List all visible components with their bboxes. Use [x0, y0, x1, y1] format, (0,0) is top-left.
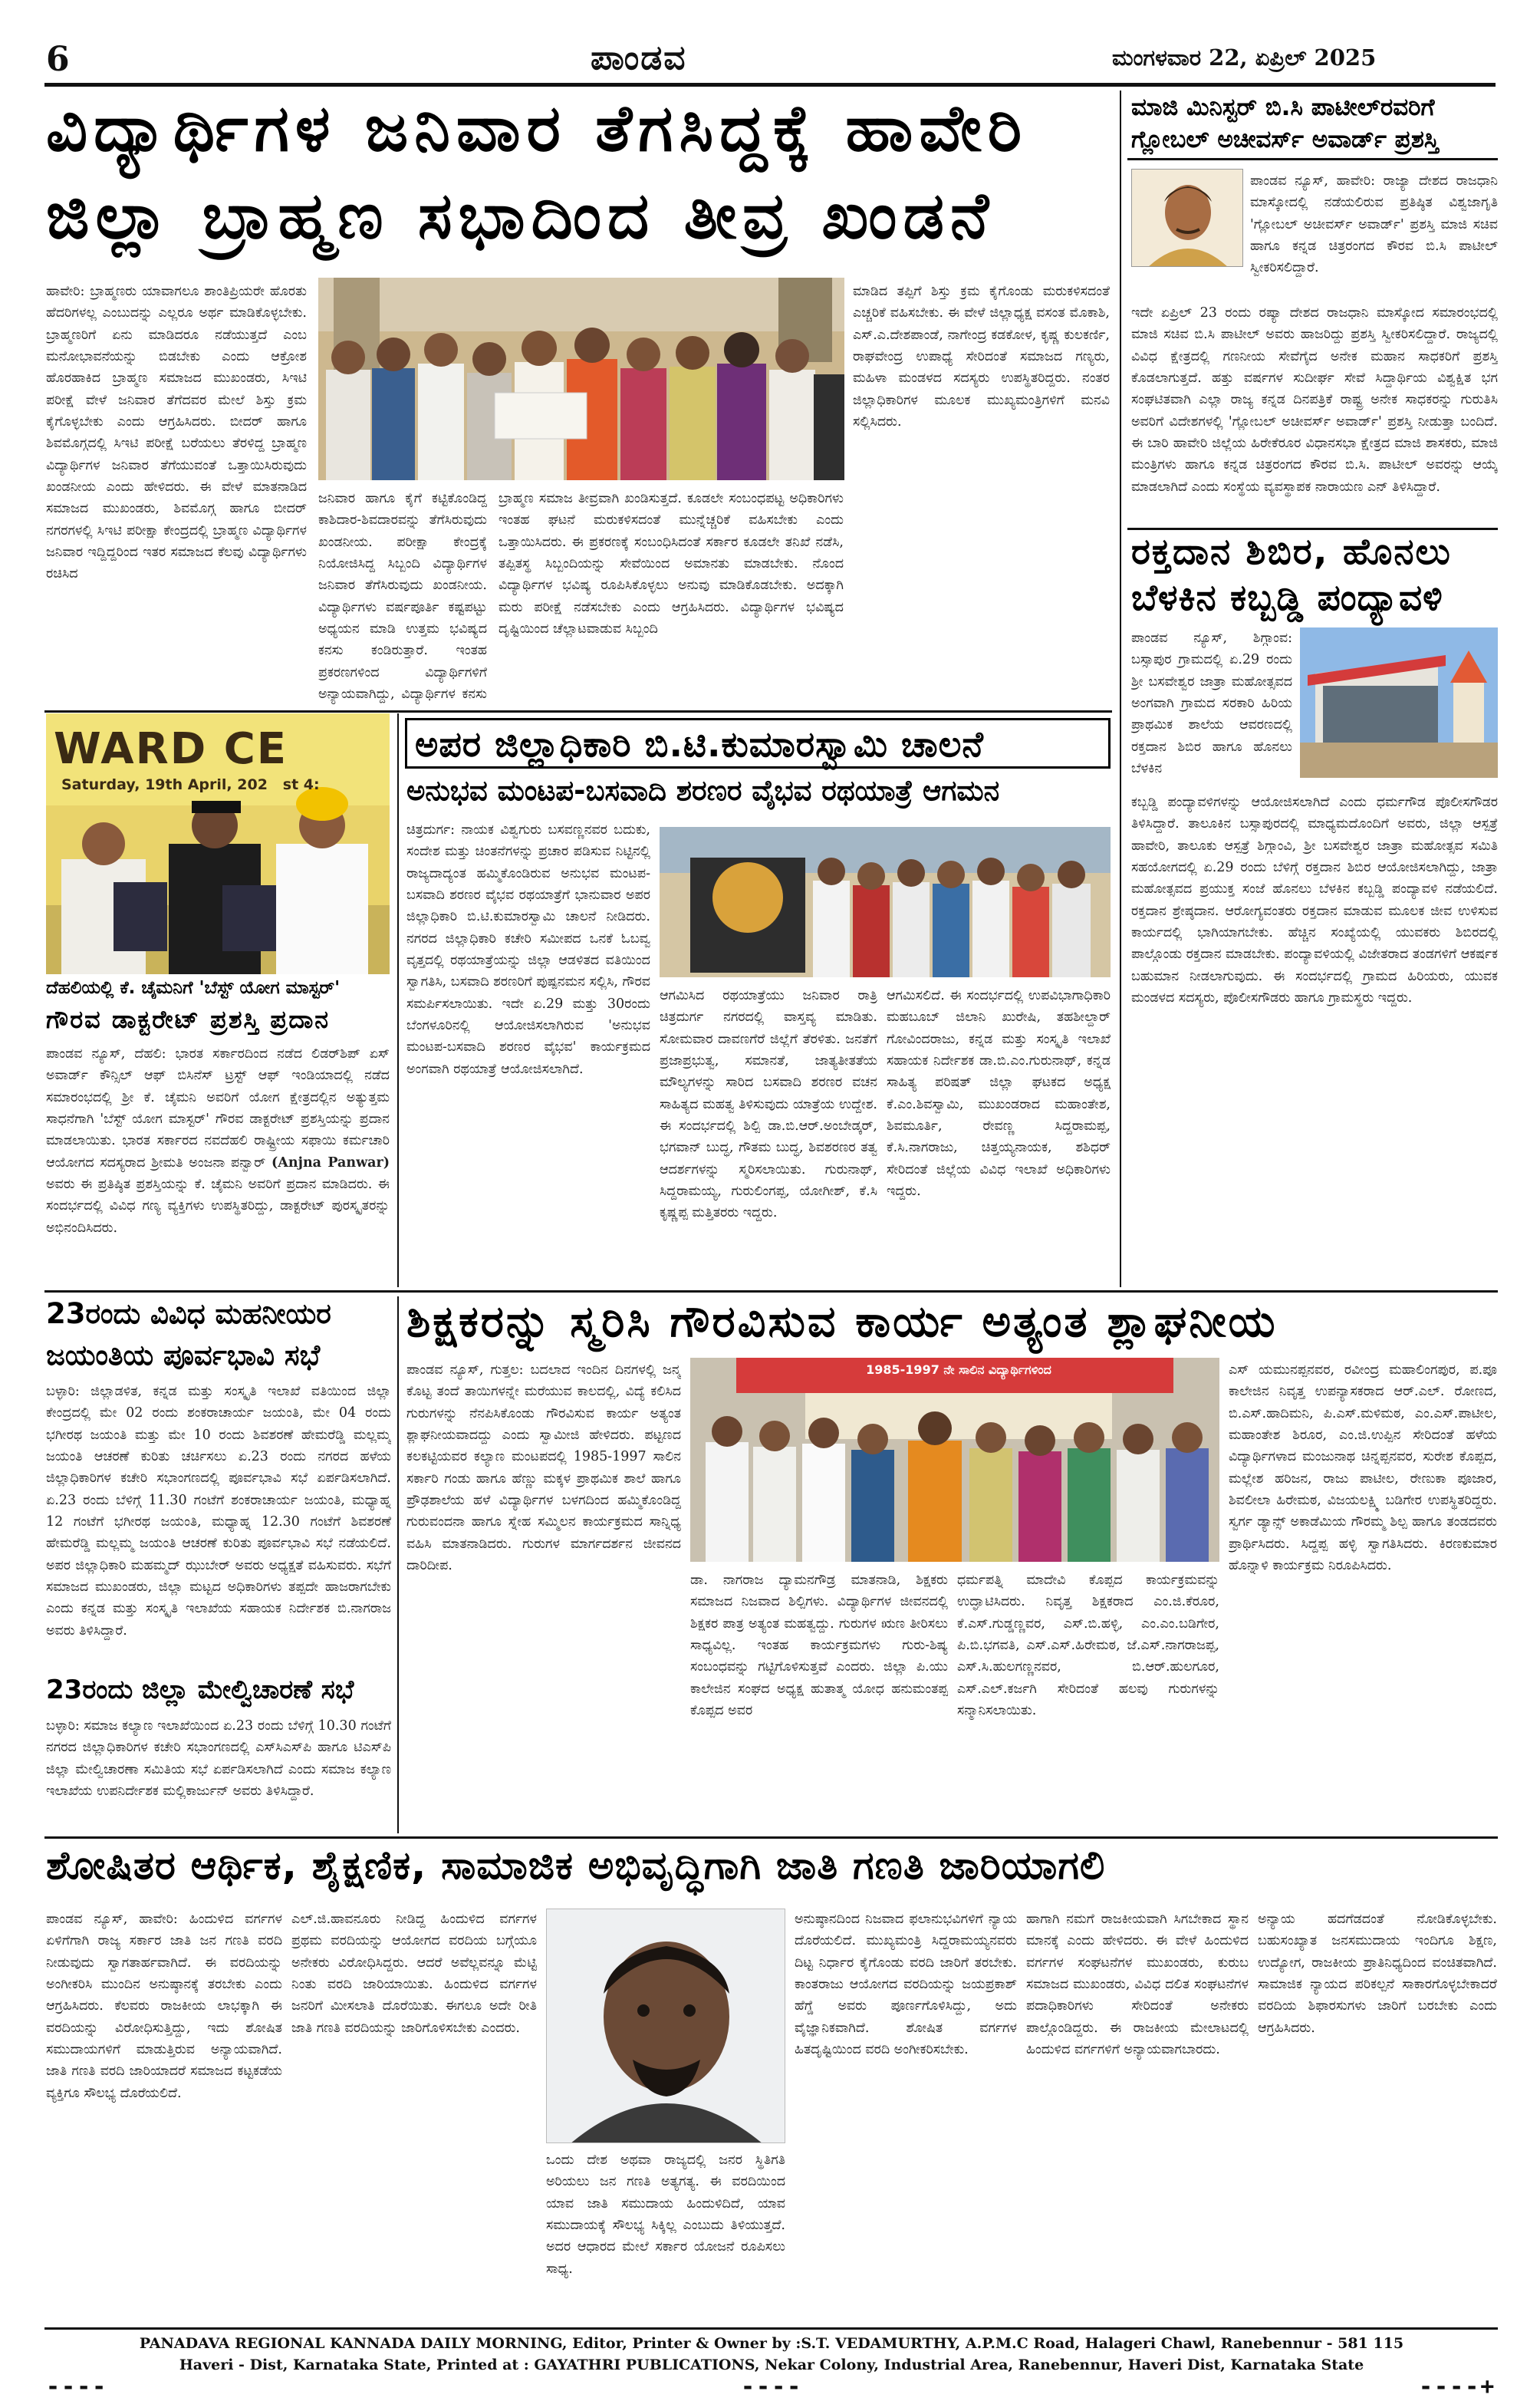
- census-col-2: ಎಲ್.ಜಿ.ಹಾವನೂರು ನೀಡಿದ್ದ ಹಿಂದುಳಿದ ವರ್ಗಗಳ ಪ್ರಥಮ ವರದಿಯನ್ನು ಆಯೋಗದ ವರದಿಯ ಬಗ್ಗೆಯೂ ಅನೇಕರು ವಿರೋಧಿಸಿದ್ದರು. ಆದರೆ ಅವೆಲ್ಲವನ್ನೂ ಮೆಟ್ಟಿ ನಿಂತು ವರದಿ ಜಾರಿಯಾಯಿತು. ಹಿಂದುಳಿದ ವರ್ಗಗಳ ಜನರಿಗೆ ಮೀಸಲಾತಿ ದೊರೆಯಿತು. ಈಗಲೂ ಅದೇ ರೀತಿ ಜಾತಿ ಗಣತಿ ವರದಿಯನ್ನು ಜಾರಿಗೊಳಿಸಬೇಕು ಎಂದರು.: [291, 1912, 537, 2036]
- patil-intro: ಪಾಂಡವ ನ್ಯೂಸ್, ಹಾವೇರಿ: ರಾಜ್ಯಾ ದೇಶದ ರಾಜಧಾನಿ ಮಾಸ್ಕೋದಲ್ಲಿ ನಡೆಯಲಿರುವ ಪ್ರತಿಷ್ಠಿತ ವಿಶ್ವಜಾಗೃತಿ 'ಗ್ಲೋಬಲ್ ಅಚೀವರ್ಸ್ ಅವಾರ್ಡ್' ಪ್ರಶಸ್ತಿ ಮಾಜಿ ಸಚಿವ ಹಾಗೂ ಕನ್ನಡ ಚಿತ್ರರಂಗದ ಕೌರವ ಬಿ.ಸಿ ಪಾಟೀಲ್ ಸ್ವೀಕರಿಸಲಿದ್ದಾರೆ.: [1250, 173, 1498, 276]
- lead-photo: [318, 278, 844, 480]
- doctorate-divider: [397, 713, 399, 1287]
- collector-headline-box: [405, 718, 1111, 769]
- census-portrait: [546, 1909, 785, 2143]
- census-col-4: ಅನುಷ್ಠಾನದಿಂದ ನಿಜವಾದ ಫಲಾನುಭವಿಗಳಿಗೆ ನ್ಯಾಯ ದೊರೆಯಲಿದೆ. ಮುಖ್ಯಮಂತ್ರಿ ಸಿದ್ದರಾಮಯ್ಯನವರು ದಿಟ್ಟ ನಿರ್ಧಾರ ಕೈಗೊಂಡು ವರದಿ ಜಾರಿಗೆ ತರಬೇಕು. ಕಾಂತರಾಜು ಆಯೋಗದ ವರದಿಯನ್ನು ಜಯಪ್ರಕಾಶ್ ಹೆಗ್ಡೆ ಅವರು ಪೂರ್ಣಗೊಳಿಸಿದ್ದು, ಅದು ವೈಜ್ಞಾನಿಕವಾಗಿದೆ. ಶೋಷಿತ ವರ್ಗಗಳ ಹಿತದೃಷ್ಟಿಯಿಂದ ವರದಿ ಅಂಗೀಕರಿಸಬೇಕು.: [795, 1912, 1017, 2058]
- blood-top-rule: [1127, 528, 1498, 530]
- teachers-col-4: ಎಸ್ ಯಮುನಪ್ಪನವರ, ರವೀಂದ್ರ ಮಹಾಲಿಂಗಪುರ, ಪ.ಪೂ ಕಾಲೇಜಿನ ನಿವೃತ್ತ ಉಪನ್ಯಾಸಕರಾದ ಆರ್.ಎಲ್. ರೋಣದ, ಬಿ.ಎಸ್.ಹಾದಿಮನಿ, ಪಿ.ಎಸ್.ಮಳಿಮಠ, ಎಂ.ಎಸ್.ಪಾಟೀಲ, ಮಹಾಂತೇಶ ಶಿರೂರ, ಎಂ.ಜಿ.ಉಪ್ಪಿನ ಸೇರಿದಂತೆ ಹಳೆಯ ವಿದ್ಯಾರ್ಥಿಗಳಾದ ಮಂಜುನಾಥ ಚಿನ್ನಪ್ಪನವರ, ಸುರೇಶ ಕೊಪ್ಪದ, ಮಲ್ಲೇಶ ಹರಿಜನ, ರಾಜು ಪಾಟೀಲ, ರೇಣುಕಾ ಪೂಜಾರ, ಶಿವಲೀಲಾ ಹಿರೇಮಠ, ವಿಜಯಲಕ್ಷ್ಮಿ ಬಡಿಗೇರ ಉಪಸ್ಥಿತರಿದ್ದರು. ಸ್ವರ್ಗ ಡ್ಯಾನ್ಸ್ ಅಕಾಡೆಮಿಯ ಗೌರಮ್ಮ ಶಿಲ್ಪ ಹಾಗೂ ತಂಡದವರು ಪ್ರಾರ್ಥಿಸಿದರು. ಸಿದ್ದಪ್ಪ ಹಳ್ಳಿ ಸ್ವಾಗತಿಸಿದರು. ಕಿರಣಕುಮಾರ ಹೊನ್ನಾಳಿ ಕಾರ್ಯಕ್ರಮ ನಿರೂಪಿಸಿದರು.: [1229, 1362, 1497, 1574]
- collector-col-1: ಚಿತ್ರದುರ್ಗ: ನಾಯಕ ವಿಶ್ವಗುರು ಬಸವಣ್ಣನವರ ಬದುಕು, ಸಂದೇಶ ಮತ್ತು ಚಿಂತನೆಗಳನ್ನು ಪ್ರಚಾರ ಪಡಿಸುವ ನಿಟ್ಟಿನಲ್ಲಿ ರಾಜ್ಯದಾದ್ಯಂತ ಹಮ್ಮಿಕೊಂಡಿರುವ ಅನುಭವ ಮಂಟಪ-ಬಸವಾದಿ ಶರಣರ ವೈಭವ ರಥಯಾತ್ರೆಗೆ ಭಾನುವಾರ ಅಪರ ಜಿಲ್ಲಾಧಿಕಾರಿ ಬಿ.ಟಿ.ಕುಮಾರಸ್ವಾಮಿ ಚಾಲನೆ ನೀಡಿದರು. ನಗರದ ಜಿಲ್ಲಾಧಿಕಾರಿ ಕಚೇರಿ ಸಮೀಪದ ಒನಕೆ ಓಬವ್ವ ವೃತ್ತದಲ್ಲಿ ರಥಯಾತ್ರೆಯನ್ನು ಜಿಲ್ಲಾ ಆಡಳಿತದ ವತಿಯಿಂದ ಸ್ವಾಗತಿಸಿ, ಬಸವಾದಿ ಶರಣರಿಗೆ ಪುಷ್ಪನಮನ ಸಲ್ಲಿಸಿ, ಗೌರವ ಸಮರ್ಪಿಸಲಾಯಿತು. ಇದೇ ಏ.29 ಮತ್ತು 30ರಂದು ಬೆಂಗಳೂರಿನಲ್ಲಿ ಆಯೋಜಿಸಲಾಗಿರುವ 'ಅನುಭವ ಮಂಟಪ-ಬಸವಾದಿ ಶರಣರ ವೈಭವ' ಕಾರ್ಯಕ್ರಮದ ಅಂಗವಾಗಿ ರಥಯಾತ್ರೆ ಆಯೋಜಿಸಲಾಗಿದೆ.: [406, 822, 650, 1077]
- census-headline: ಶೋಷಿತರ ಆರ್ಥಿಕ, ಶೈಕ್ಷಣಿಕ, ಸಾಮಾಜಿಕ ಅಭಿವೃದ್ಧಿಗಾಗಿ ಜಾತಿ ಗಣತಿ ಜಾರಿಯಾಗಲಿ: [46, 1843, 1106, 1889]
- footer-mark-right: ----+: [1419, 2373, 1496, 2400]
- lower-left-divider: [397, 1296, 399, 1833]
- teachers-col-3: ಧರ್ಮಪತ್ನಿ ಮಾದೇವಿ ಕೊಪ್ಪದ ಕಾರ್ಯಕ್ರಮವನ್ನು ಉದ್ಘಾಟಿಸಿದರು. ನಿವೃತ್ತ ಶಿಕ್ಷಕರಾದ ಎಂ.ಜಿ.ಕೆರೂರ, ಕೆ.ಎಸ್.ಗುಡ್ಡಣ್ಣವರ, ಎಸ್.ಬಿ.ಹಳ್ಳಿ, ಎಂ.ಎಂ.ಬಡಿಗೇರ, ಪಿ.ಬಿ.ಭಗವತಿ, ಎಸ್.ಎಸ್.ಹಿರೇಮಠ, ಜೆ.ಎಸ್.ನಾಗರಾಜಪ್ಪ, ಎಸ್.ಸಿ.ಹುಲಗಣ್ಣನವರ, ಬಿ.ಆರ್.ಹುಲಗೂರ, ಎಸ್.ಎಲ್.ಕರ್ಜಗಿ ಸೇರಿದಂತೆ ಹಲವು ಗುರುಗಳನ್ನು ಸನ್ಮಾನಿಸಲಾಯಿತು.: [957, 1573, 1219, 1719]
- teachers-photo: [690, 1358, 1219, 1562]
- collector-headline: ಅಪರ ಜಿಲ್ಲಾಧಿಕಾರಿ ಬಿ.ಟಿ.ಕುಮಾರಸ್ವಾಮಿ ಚಾಲನೆ: [415, 723, 984, 765]
- masthead: ಪಾಂಡವ: [591, 38, 687, 77]
- group-photo-illustration: [318, 278, 844, 480]
- blood-headline-line2: ಬೆಳಕಿನ ಕಬ್ಬಡ್ಡಿ ಪಂದ್ಯಾವಳಿ: [1131, 577, 1443, 619]
- blood-photo: [1300, 627, 1498, 778]
- census-col-3: ಒಂದು ದೇಶ ಅಥವಾ ರಾಜ್ಯದಲ್ಲಿ ಜನರ ಸ್ಥಿತಿಗತಿ ಅರಿಯಲು ಜನ ಗಣತಿ ಅತ್ಯಗತ್ಯ. ಈ ವರದಿಯಿಂದ ಯಾವ ಜಾತಿ ಸಮುದಾಯ ಹಿಂದುಳಿದಿದೆ, ಯಾವ ಸಮುದಾಯಕ್ಕೆ ಸೌಲಭ್ಯ ಸಿಕ್ಕಿಲ್ಲ ಎಂಬುದು ತಿಳಿಯುತ್ತದೆ. ಅದರ ಆಧಾರದ ಮೇಲೆ ಸರ್ಕಾರ ಯೋಜನೆ ರೂಪಿಸಲು ಸಾಧ್ಯ.: [546, 2152, 785, 2277]
- blood-intro: ಪಾಂಡವ ನ್ಯೂಸ್, ಶಿಗ್ಗಾಂವ: ಬಸ್ಸಾಪುರ ಗ್ರಾಮದಲ್ಲಿ ಏ.29 ರಂದು ಶ್ರೀ ಬಸವೇಶ್ವರ ಜಾತ್ರಾ ಮಹೋತ್ಸವದ ಅಂಗವಾಗಿ ಗ್ರಾಮದ ಸರಕಾರಿ ಹಿರಿಯ ಪ್ರಾಥಮಿಕ ಶಾಲೆಯ ಆವರಣದಲ್ಲಿ ರಕ್ತದಾನ ಶಿಬಿರ ಹಾಗೂ ಹೊನಲು ಬೆಳಕಿನ: [1131, 631, 1292, 777]
- page-number: 6: [46, 40, 70, 79]
- lokadalat-headline: 23ರಂದು ಜಿಲ್ಲಾ ಮೇಲ್ವಿಚಾರಣೆ ಸಭೆ: [46, 1675, 354, 1705]
- lower-rule: [44, 1836, 1498, 1839]
- doctorate-name-en: (Anjna Panwar): [271, 1154, 390, 1171]
- census-col-5: ಹಾಗಾಗಿ ನಮಗೆ ರಾಜಕೀಯವಾಗಿ ಸಿಗಬೇಕಾದ ಸ್ಥಾನ ಮಾನಕ್ಕೆ ಎಂದು ಹೇಳಿದರು. ಈ ವೇಳೆ ಹಿಂದುಳಿದ ವರ್ಗಗಳ ಸಂಘಟನೆಗಳ ಮುಖಂಡರು, ಕುರುಬ ಸಮಾಜದ ಮುಖಂಡರು, ವಿವಿಧ ದಲಿತ ಸಂಘಟನೆಗಳ ಪದಾಧಿಕಾರಿಗಳು ಸೇರಿದಂತೆ ಅನೇಕರು ಪಾಲ್ಗೊಂಡಿದ್ದರು. ಈ ರಾಜಕೀಯ ಮೇಲಾಟದಲ್ಲಿ ಹಿಂದುಳಿದ ವರ್ಗಗಳಿಗೆ ಅನ್ಯಾಯವಾಗಬಾರದು.: [1026, 1912, 1249, 2058]
- teachers-photo-banner: 1985-1997 ನೇ ಸಾಲಿನ ವಿದ್ಯಾರ್ಥಿಗಳಿಂದ: [866, 1362, 1051, 1377]
- census-col-1: ಪಾಂಡವ ನ್ಯೂಸ್, ಹಾವೇರಿ: ಹಿಂದುಳಿದ ವರ್ಗಗಳ ಏಳಿಗೆಗಾಗಿ ರಾಜ್ಯ ಸರ್ಕಾರ ಜಾತಿ ಜನ ಗಣತಿ ವರದಿ ನೀಡುವುದು ಸ್ವಾಗತಾರ್ಹವಾಗಿದೆ. ಈ ವರದಿಯನ್ನು ಅಂಗೀಕರಿಸಿ ಮುಂದಿನ ಅನುಷ್ಠಾನಕ್ಕೆ ತರಬೇಕು ಎಂದು ಆಗ್ರಹಿಸಿದರು. ಕೆಲವರು ರಾಜಕೀಯ ಲಾಭಕ್ಕಾಗಿ ಈ ವರದಿಯನ್ನು ವಿರೋಧಿಸುತ್ತಿದ್ದು, ಇದು ಶೋಷಿತ ಸಮುದಾಯಗಳಿಗೆ ಮಾಡುತ್ತಿರುವ ಅನ್ಯಾಯವಾಗಿದೆ. ಜಾತಿ ಗಣತಿ ವರದಿ ಜಾರಿಯಾದರೆ ಸಮಾಜದ ಕಟ್ಟಕಡೆಯ ವ್ಯಕ್ತಿಗೂ ಸೌಲಭ್ಯ ದೊರೆಯಲಿದೆ.: [46, 1912, 282, 2101]
- lokadalat-body: ಬಳ್ಳಾರಿ: ಸಮಾಜ ಕಲ್ಯಾಣ ಇಲಾಖೆಯಿಂದ ಏ.23 ರಂದು ಬೆಳಿಗ್ಗೆ 10.30 ಗಂಟೆಗೆ ನಗರದ ಜಿಲ್ಲಾಧಿಕಾರಿಗಳ ಕಚೇರಿ ಸಭಾಂಗಣದಲ್ಲಿ ಎಸ್‌ಸಿಎಸ್‌ಪಿ ಹಾಗೂ ಟಿಎಸ್‌ಪಿ ಜಿಲ್ಲಾ ಮೇಲ್ವಿಚಾರಣಾ ಸಮಿತಿಯ ಸಭೆ ಏರ್ಪಡಿಸಲಾಗಿದೆ ಎಂದು ಸಮಾಜ ಕಲ್ಯಾಣ ಇಲಾಖೆಯ ಉಪನಿರ್ದೇಶಕ ಮಲ್ಲಿಕಾರ್ಜುನ್ ಅವರು ತಿಳಿಸಿದ್ದಾರೆ.: [46, 1718, 391, 1800]
- doctorate-caption-line2: ಗೌರವ ಡಾಕ್ಟರೇಟ್ ಪ್ರಶಸ್ತಿ ಪ್ರದಾನ: [46, 1005, 331, 1034]
- patil-body: ಇದೇ ಏಪ್ರಿಲ್ 23 ರಂದು ರಷ್ಯಾ ದೇಶದ ರಾಜಧಾನಿ ಮಾಸ್ಕೋದ ಸಮಾರಂಭದಲ್ಲಿ ಮಾಜಿ ಸಚಿವ ಬಿ.ಸಿ ಪಾಟೀಲ್ ಅವರು ಹಾಜರಿದ್ದು ಪ್ರಶಸ್ತಿ ಸ್ವೀಕರಿಸಲಿದ್ದಾರೆ. ರಾಜ್ಯದಲ್ಲಿ ವಿವಿಧ ಕ್ಷೇತ್ರದಲ್ಲಿ ಗಣನೀಯ ಸೇವೆಗೈದ ಅನೇಕ ಮಹಾನ ಸಾಧಕರಿಗೆ ಪ್ರಶಸ್ತಿ ಕೊಡಲಾಗುತ್ತದೆ. ಹತ್ತು ವರ್ಷಗಳ ಸುದೀರ್ಘ ಸೇವೆ ಸಿದ್ದಾರ್ಥಿಯ ವಿಶ್ವಕ್ಷಿತ ಭಗ ಸಂಘಟಿತವಾಗಿ ಎಲ್ಲಾ ರಾಜ್ಯ ಕನ್ನಡ ದಿನಪತ್ರಿಕೆ ರಾಷ್ಟ್ರ ಅನೇಕ ಸಾಧಕರನ್ನು ಗುರುತಿಸಿ ಅವರಿಗೆ ವಿದೇಶಗಳಲ್ಲಿ 'ಗ್ಲೋಬಲ್ ಅಚೀವರ್ಸ್ ಅವಾರ್ಡ್' ಪ್ರಶಸ್ತಿ ನೀಡುತ್ತಾ ಬಂದಿದೆ. ಈ ಬಾರಿ ಹಾವೇರಿ ಜಿಲ್ಲೆಯ ಹಿರೇಕೆರೂರ ವಿಧಾನಸಭಾ ಕ್ಷೇತ್ರದ ಮಾಜಿ ಶಾಸಕರು, ಮಾಜಿ ಮಂತ್ರಿಗಳು ಹಾಗೂ ಕನ್ನಡ ಚಿತ್ರರಂಗದ ಕೌರವ ಬಿ.ಸಿ. ಪಾಟೀಲ್ ಅವರನ್ನು ಆಯ್ಕೆ ಮಾಡಲಾಗಿದೆ ಎಂದು ಸಂಸ್ಥೆಯ ವ್ಯವಸ್ಥಾಪಕ ನಾರಾಯಣ ಎನ್ ತಿಳಿಸಿದ್ದಾರೆ.: [1131, 305, 1498, 495]
- right-col-divider: [1120, 91, 1121, 1287]
- patil-portrait: [1131, 169, 1243, 267]
- lead-col-2: ಜನಿವಾರ ಹಾಗೂ ಕೈಗೆ ಕಟ್ಟಿಕೊಂಡಿದ್ದ ಕಾಶಿದಾರ-ಶಿವದಾರವನ್ನು ತೆಗೆಸಿರುವುದು ಖಂಡನೀಯ. ಪರೀಕ್ಷಾ ಕೇಂದ್ರಕ್ಕೆ ನಿಯೋಜಿಸಿದ್ದ ಸಿಬ್ಬಂದಿ ವಿದ್ಯಾರ್ಥಿಗಳ ಜನಿವಾರ ತೆಗೆಸಿರುವುದು ಖಂಡನೀಯ. ವಿದ್ಯಾರ್ಥಿಗಳು ವರ್ಷಪೂರ್ತಿ ಕಷ್ಟಪಟ್ಟು ಅಧ್ಯಯನ ಮಾಡಿ ಉತ್ತಮ ಭವಿಷ್ಯದ ಕನಸು ಕಂಡಿರುತ್ತಾರೆ. ಇಂತಹ ಪ್ರಕರಣಗಳಿಂದ ವಿದ್ಯಾರ್ಥಿಗಳಿಗೆ ಅನ್ಯಾಯವಾಗಿದ್ದು, ವಿದ್ಯಾರ್ಥಿಗಳ ಕನಸು: [318, 491, 487, 703]
- issue-date: ಮಂಗಳವಾರ 22, ಏಪ್ರಿಲ್ 2025: [1112, 44, 1377, 71]
- rathayatra-illustration: [660, 827, 1111, 977]
- blood-body: ಕಬ್ಬಡ್ಡಿ ಪಂದ್ಯಾವಳಿಗಳನ್ನು ಆಯೋಜಿಸಲಾಗಿದೆ ಎಂದು ಧರ್ಮಗೌಡ ಪೊಲೀಸಗೌಡರ ತಿಳಿಸಿದ್ದಾರೆ. ತಾಲೂಕಿನ ಬಸ್ಸಾಪುರದಲ್ಲಿ ಮಾಧ್ಯಮದೊಂದಿಗೆ ಅವರು, ಜಿಲ್ಲಾ ಆಸ್ಪತ್ರೆ ಹಾವೇರಿ, ತಾಲೂಕು ಆಸ್ಪತ್ರೆ ಶಿಗ್ಗಾಂವಿ, ಶ್ರೀ ಬಸವೇಶ್ವರ ಜಾತ್ರಾ ಮಹೋತ್ಸವ ಸಮಿತಿ ಸಹಯೋಗದಲ್ಲಿ ಏ.29 ರಂದು ಬೆಳಿಗ್ಗೆ ರಕ್ತದಾನ ಶಿಬಿರ ಆಯೋಜಿಸಲಾಗಿದ್ದು, ಜಾತ್ರಾ ಮಹೋತ್ಸವದ ಪ್ರಯುಕ್ತ ಸಂಜೆ ಹೊನಲು ಬೆಳಕಿನ ಕಬ್ಬಡ್ಡಿ ಪಂದ್ಯಾವಳಿ ನಡೆಯಲಿದೆ. ರಕ್ತದಾನ ಶ್ರೇಷ್ಠದಾನ. ಆರೋಗ್ಯವಂತರು ರಕ್ತದಾನ ಮಾಡುವ ಮೂಲಕ ಜೀವ ಉಳಿಸುವ ಕಾರ್ಯದಲ್ಲಿ ಭಾಗಿಯಾಗಬೇಕು. ಹೆಚ್ಚಿನ ಸಂಖ್ಯೆಯಲ್ಲಿ ಯುವಕರು ಶಿಬಿರದಲ್ಲಿ ಪಾಲ್ಗೊಂಡು ರಕ್ತದಾನ ಮಾಡಬೇಕು. ಪಂದ್ಯಾವಳಿಯಲ್ಲಿ ವಿಜೇತರಾದ ತಂಡಗಳಿಗೆ ಆಕರ್ಷಕ ಬಹುಮಾನ ನೀಡಲಾಗುವುದು. ಈ ಸಂದರ್ಭದಲ್ಲಿ ಗ್ರಾಮದ ಹಿರಿಯರು, ಯುವಕ ಮಂಡಳದ ಸದಸ್ಯರು, ಪೊಲೀಸಗೌಡರು ಹಾಗೂ ಗ್ರಾಮಸ್ಥರು ಇದ್ದರು.: [1131, 795, 1498, 1006]
- doctorate-banner-sub: Saturday, 19th April, 202 st 4:: [61, 776, 320, 793]
- teachers-headline: ಶಿಕ್ಷಕರನ್ನು ಸ್ಮರಿಸಿ ಗೌರವಿಸುವ ಕಾರ್ಯ ಅತ್ಯಂತ ಶ್ಲಾಘನೀಯ: [406, 1296, 1278, 1347]
- teachers-col-1: ಪಾಂಡವ ನ್ಯೂಸ್, ಗುತ್ತಲ: ಬದಲಾದ ಇಂದಿನ ದಿನಗಳಲ್ಲಿ ಜನ್ಮ ಕೊಟ್ಟ ತಂದೆ ತಾಯಿಗಳನ್ನೇ ಮರೆಯುವ ಕಾಲದಲ್ಲಿ, ವಿದ್ಯೆ ಕಲಿಸಿದ ಗುರುಗಳನ್ನು ನೆನಪಿಸಿಕೊಂಡು ಗೌರವಿಸುವ ಕಾರ್ಯ ಅತ್ಯಂತ ಶ್ಲಾಘನೀಯವಾದದ್ದು ಎಂದು ಸ್ವಾಮೀಜಿ ಹೇಳಿದರು. ಪಟ್ಟಣದ ಕಲಕಟ್ಟಿಯವರ ಕಲ್ಯಾಣ ಮಂಟಪದಲ್ಲಿ 1985-1997 ಸಾಲಿನ ಸರ್ಕಾರಿ ಗಂಡು ಹಾಗೂ ಹೆಣ್ಣು ಮಕ್ಕಳ ಪ್ರಾಥಮಿಕ ಶಾಲೆ ಹಾಗೂ ಪ್ರೌಢಶಾಲೆಯ ಹಳೆ ವಿದ್ಯಾರ್ಥಿಗಳ ಬಳಗದಿಂದ ಹಮ್ಮಿಕೊಂಡಿದ್ದ ಗುರುವಂದನಾ ಹಾಗೂ ಸ್ನೇಹ ಸಮ್ಮಿಲನ ಕಾರ್ಯಕ್ರಮದ ಸಾನ್ನಿಧ್ಯ ವಹಿಸಿ ಮಾತನಾಡಿದರು. ಗುರುಗಳ ಮಾರ್ಗದರ್ಶನ ಜೀವನದ ದಾರಿದೀಪ.: [406, 1362, 681, 1574]
- footer-line-1: PANADAVA REGIONAL KANNADA DAILY MORNING, Editor, Printer & Owner by :S.T. VEDAMURTHY, A.P.M.C Road, Halageri Chawl, Ranebennur - 581 115: [139, 2335, 1404, 2352]
- teachers-col-2: ಡಾ. ನಾಗರಾಜ ದ್ಯಾಮನಗೌಡ್ರ ಮಾತನಾಡಿ, ಶಿಕ್ಷಕರು ಸಮಾಜದ ನಿಜವಾದ ಶಿಲ್ಪಿಗಳು. ವಿದ್ಯಾರ್ಥಿಗಳ ಜೀವನದಲ್ಲಿ ಶಿಕ್ಷಕರ ಪಾತ್ರ ಅತ್ಯಂತ ಮಹತ್ವದ್ದು. ಗುರುಗಳ ಋಣ ತೀರಿಸಲು ಸಾಧ್ಯವಿಲ್ಲ. ಇಂತಹ ಕಾರ್ಯಕ್ರಮಗಳು ಗುರು-ಶಿಷ್ಯ ಸಂಬಂಧವನ್ನು ಗಟ್ಟಿಗೊಳಿಸುತ್ತವೆ ಎಂದರು. ಜಿಲ್ಲಾ ಪಿ.ಯು ಕಾಲೇಜಿನ ಸಂಘದ ಅಧ್ಯಕ್ಷ ಹುತಾತ್ಮ ಯೋಧ ಹನುಮಂತಪ್ಪ ಕೊಪ್ಪದ ಅವರ: [690, 1573, 948, 1719]
- footer-rule: [44, 2327, 1498, 2330]
- footer-mark-mid: ----: [741, 2373, 803, 2400]
- teachers-felicitation-illustration: [690, 1358, 1219, 1562]
- lead-bottom-rule: [44, 710, 1112, 713]
- lead-col-3: ಬ್ರಾಹ್ಮಣ ಸಮಾಜ ತೀವ್ರವಾಗಿ ಖಂಡಿಸುತ್ತದೆ. ಕೂಡಲೇ ಸಂಬಂಧಪಟ್ಟ ಅಧಿಕಾರಿಗಳು ಇಂತಹ ಘಟನೆ ಮರುಕಳಿಸದಂತೆ ಮುನ್ನೆಚ್ಚರಿಕೆ ವಹಿಸಬೇಕು ಎಂದು ಒತ್ತಾಯಿಸಿದರು. ಈ ಪ್ರಕರಣಕ್ಕೆ ಸಂಬಂಧಿಸಿದಂತೆ ಸರ್ಕಾರ ಕೂಡಲೇ ತನಿಖೆ ನಡೆಸಿ, ತಪ್ಪಿತಸ್ಥ ಸಿಬ್ಬಂದಿಯನ್ನು ಸೇವೆಯಿಂದ ಅಮಾನತು ಮಾಡಬೇಕು. ನೊಂದ ವಿದ್ಯಾರ್ಥಿಗಳ ಭವಿಷ್ಯ ರೂಪಿಸಿಕೊಳ್ಳಲು ಅನುವು ಮಾಡಿಕೊಡಬೇಕು. ಅದಕ್ಕಾಗಿ ಮರು ಪರೀಕ್ಷೆ ನಡೆಸಬೇಕು ಎಂದು ಆಗ್ರಹಿಸಿದರು. ವಿದ್ಯಾರ್ಥಿಗಳ ಭವಿಷ್ಯದ ದೃಷ್ಟಿಯಿಂದ ಚೆಲ್ಲಾಟವಾಡುವ ಸಿಬ್ಬಂದಿ: [499, 491, 844, 637]
- doctorate-body: [46, 1043, 390, 1286]
- doctorate-body-tail: ಅವರು ಈ ಪ್ರತಿಷ್ಠಿತ ಪ್ರಶಸ್ತಿಯನ್ನು ಕೆ. ಚೈಮನಿ ಅವರಿಗೆ ಪ್ರದಾನ ಮಾಡಿದರು. ಈ ಸಂದರ್ಭದಲ್ಲಿ ವಿವಿಧ ಗಣ್ಯ ವ್ಯಕ್ತಿಗಳು ಉಪಸ್ಥಿತರಿದ್ದು, ಡಾಕ್ಟರೇಟ್ ಪುರಸ್ಕೃತರನ್ನು ಅಭಿನಂದಿಸಿದರು.: [46, 1177, 390, 1236]
- header-rule: [44, 83, 1496, 87]
- lead-headline-line1: ವಿದ್ಯಾರ್ಥಿಗಳ ಜನಿವಾರ ತೆಗಸಿದ್ದಕ್ಕೆ ಹಾವೇರಿ: [46, 91, 1028, 166]
- portrait-illustration-man: [547, 1909, 785, 2143]
- footer-mark-left: ----: [46, 2373, 108, 2400]
- lead-col-4: ಮಾಡಿದ ತಪ್ಪಿಗೆ ಶಿಸ್ತು ಕ್ರಮ ಕೈಗೊಂಡು ಮರುಕಳಿಸದಂತೆ ಎಚ್ಚರಿಕೆ ವಹಿಸಬೇಕು. ಈ ವೇಳೆ ಜಿಲ್ಲಾಧ್ಯಕ್ಷ ವಸಂತ ಮೊಕಾಶಿ, ಎಸ್.ಎ.ದೇಶಪಾಂಡೆ, ನಾಗೇಂದ್ರ ಕಡಕೋಳ, ಕೃಷ್ಣ ಕುಲಕರ್ಣಿ, ರಾಘವೇಂದ್ರ ಉಪಾಧ್ಯೆ ಸೇರಿದಂತೆ ಸಮಾಜದ ಗಣ್ಯರು, ಮಹಿಳಾ ಮಂಡಳದ ಸದಸ್ಯರು ಉಪಸ್ಥಿತರಿದ್ದರು. ನಂತರ ಜಿಲ್ಲಾಧಿಕಾರಿಗಳ ಮೂಲಕ ಮುಖ್ಯಮಂತ್ರಿಗಳಿಗೆ ಮನವಿ ಸಲ್ಲಿಸಿದರು.: [853, 284, 1110, 430]
- patil-headline-rule: [1127, 158, 1498, 160]
- doctorate-body-main: ಪಾಂಡವ ನ್ಯೂಸ್, ದೆಹಲಿ: ಭಾರತ ಸರ್ಕಾರದಿಂದ ನಡೆದ ಲಿಡರ್‌ಶಿಪ್ ಏಸ್ ಅವಾರ್ಡ್ ಕೌನ್ಸಿಲ್ ಆಫ್ ಬಿಸಿನೆಸ್ ಟ್ರಸ್ಟ್ ಆಫ್ ಇಂಡಿಯಾದಲ್ಲಿ ನಡೆದ ಸಮಾರಂಭದಲ್ಲಿ ಶ್ರೀ ಕೆ. ಚೈಮನಿ ಅವರಿಗೆ ಯೋಗ ಕ್ಷೇತ್ರದಲ್ಲಿನ ಅತ್ಯುತ್ತಮ ಸಾಧನೆಗಾಗಿ 'ಬೆಸ್ಟ್ ಯೋಗ ಮಾಸ್ಟರ್' ಗೌರವ ಡಾಕ್ಟರೇಟ್ ಪ್ರಶಸ್ತಿಯನ್ನು ಪ್ರದಾನ ಮಾಡಲಾಯಿತು. ಭಾರತ ಸರ್ಕಾರದ ನವದೆಹಲಿ ರಾಷ್ಟ್ರೀಯ ಸಫಾಯಿ ಕರ್ಮಚಾರಿ ಆಯೋಗದ ಸದಸ್ಯರಾದ ಶ್ರೀಮತಿ ಅಂಜನಾ ಪನ್ವಾರ್: [46, 1046, 390, 1171]
- patil-headline: ಮಾಜಿ ಮಿನಿಸ್ಟರ್ ಬಿ.ಸಿ ಪಾಟೀಲ್‌ರವರಿಗೆ ಗ್ಲೋಬಲ್ ಅಚೀವರ್ಸ್ ಅವಾರ್ಡ್ ಪ್ರಶಸ್ತಿ: [1131, 94, 1439, 153]
- doctorate-banner: WARD CE: [54, 724, 288, 774]
- portrait-illustration: [1132, 170, 1243, 267]
- mid-rule: [44, 1290, 1498, 1293]
- doctorate-caption-line1: ದೆಹಲಿಯಲ್ಲಿ ಕೆ. ಚೈಮನಿಗೆ 'ಬೆಸ್ಟ್ ಯೋಗ ಮಾಸ್ಟರ್': [46, 979, 341, 998]
- jayanti-headline-line1: 23ರಂದು ವಿವಿಧ ಮಹನೀಯರ: [46, 1297, 331, 1330]
- collector-col-2: ಆಗಮಿಸಿದ ರಥಯಾತ್ರೆಯು ಜನಿವಾರ ರಾತ್ರಿ ಚಿತ್ರದುರ್ಗ ನಗರದಲ್ಲಿ ವಾಸ್ತವ್ಯ ಮಾಡಿತು. ಸೋಮವಾರ ದಾವಣಗೆರೆ ಜಿಲ್ಲೆಗೆ ತೆರಳಿತು. ಜನತೆಗೆ ಪ್ರಜಾಪ್ರಭುತ್ವ, ಸಮಾನತೆ, ಜಾತ್ಯತೀತತೆಯ ಮೌಲ್ಯಗಳನ್ನು ಸಾರಿದ ಬಸವಾದಿ ಶರಣರ ವಚನ ಸಾಹಿತ್ಯದ ಮಹತ್ವ ತಿಳಿಸುವುದು ಯಾತ್ರೆಯ ಉದ್ದೇಶ. ಈ ಸಂದರ್ಭದಲ್ಲಿ ಶಿಲ್ಪಿ ಡಾ.ಬಿ.ಆರ್.ಅಂಬೇಡ್ಕರ್, ಭಗವಾನ್ ಬುದ್ಧ, ಗೌತಮ ಬುದ್ಧ, ಶಿವಶರಣರ ತತ್ವ ಆದರ್ಶಗಳನ್ನು ಸ್ಮರಿಸಲಾಯಿತು. ಗುರುನಾಥ್, ಸಿದ್ದರಾಮಯ್ಯ, ಗುರುಲಿಂಗಪ್ಪ, ಯೋಗೀಶ್, ಕೆ.ಸಿ ಕೃಷ್ಣಪ್ಪ ಮತ್ತಿತರರು ಇದ್ದರು.: [660, 988, 877, 1221]
- collector-photo: [660, 827, 1111, 977]
- blood-headline-line1: ರಕ್ತದಾನ ಶಿಬಿರ, ಹೊನಲು: [1131, 531, 1452, 573]
- temple-shed-illustration: [1300, 627, 1498, 778]
- census-col-6: ಅನ್ಯಾಯ ಹದಗೆಡದಂತೆ ನೋಡಿಕೊಳ್ಳಬೇಕು. ಬಹುಸಂಖ್ಯಾತ ಜನಸಮುದಾಯ ಇಂದಿಗೂ ಶಿಕ್ಷಣ, ಉದ್ಯೋಗ, ರಾಜಕೀಯ ಪ್ರಾತಿನಿಧ್ಯದಿಂದ ವಂಚಿತವಾಗಿದೆ. ಸಾಮಾಜಿಕ ನ್ಯಾಯದ ಪರಿಕಲ್ಪನೆ ಸಾಕಾರಗೊಳ್ಳಬೇಕಾದರೆ ವರದಿಯ ಶಿಫಾರಸುಗಳು ಜಾರಿಗೆ ಬರಬೇಕು ಎಂದು ಆಗ್ರಹಿಸಿದರು.: [1258, 1912, 1497, 2036]
- footer-line-2: Haveri - Dist, Karnataka State, Printed at : GAYATHRI PUBLICATIONS, Nekar Colony, Industrial Area, Ranebennur, Haveri Dist, Karnataka State: [179, 2357, 1364, 2373]
- jayanti-headline-line2: ಜಯಂತಿಯ ಪೂರ್ವಭಾವಿ ಸಭೆ: [46, 1339, 321, 1372]
- collector-subhead: ಅನುಭವ ಮಂಟಪ-ಬಸವಾದಿ ಶರಣರ ವೈಭವ ರಥಯಾತ್ರೆ ಆಗಮನ: [406, 774, 1000, 807]
- jayanti-body: ಬಳ್ಳಾರಿ: ಜಿಲ್ಲಾಡಳಿತ, ಕನ್ನಡ ಮತ್ತು ಸಂಸ್ಕೃತಿ ಇಲಾಖೆ ವತಿಯಿಂದ ಜಿಲ್ಲಾ ಕೇಂದ್ರದಲ್ಲಿ ಮೇ 02 ರಂದು ಶಂಕರಾಚಾರ್ಯ ಜಯಂತಿ, ಮೇ 04 ರಂದು ಭಗೀರಥ ಜಯಂತಿ ಮತ್ತು ಮೇ 10 ರಂದು ಶಿವಶರಣೆ ಹೇಮರೆಡ್ಡಿ ಮಲ್ಲಮ್ಮ ಜಯಂತಿ ಆಚರಣೆ ಕುರಿತು ಚರ್ಚಿಸಲು ಏ.23 ರಂದು ನಗರದ ಹಳೆಯ ಜಿಲ್ಲಾಧಿಕಾರಿಗಳ ಕಚೇರಿ ಸಭಾಂಗಣದಲ್ಲಿ ಪೂರ್ವಭಾವಿ ಸಭೆ ಏರ್ಪಡಿಸಲಾಗಿದೆ. ಏ.23 ರಂದು ಬೆಳಿಗ್ಗೆ 11.30 ಗಂಟೆಗೆ ಶಂಕರಾಚಾರ್ಯ ಜಯಂತಿ, ಮಧ್ಯಾಹ್ನ 12 ಗಂಟೆಗೆ ಭಗೀರಥ ಜಯಂತಿ, ಮಧ್ಯಾಹ್ನ 12.30 ಗಂಟೆಗೆ ಶಿವಶರಣೆ ಹೇಮರೆಡ್ಡಿ ಮಲ್ಲಮ್ಮ ಜಯಂತಿ ಆಚರಣೆ ಕುರಿತು ಪೂರ್ವಭಾವಿ ಸಭೆ ನಡೆಯಲಿದೆ. ಅಪರ ಜಿಲ್ಲಾಧಿಕಾರಿ ಮಹಮ್ಮದ್ ಝುಬೇರ್ ಅವರು ಅಧ್ಯಕ್ಷತೆ ವಹಿಸುವರು. ಸಭೆಗೆ ಸಮಾಜದ ಮುಖಂಡರು, ಜಿಲ್ಲಾ ಮಟ್ಟದ ಅಧಿಕಾರಿಗಳು ತಪ್ಪದೇ ಹಾಜರಾಗಬೇಕು ಎಂದು ಕನ್ನಡ ಮತ್ತು ಸಂಸ್ಕೃತಿ ಇಲಾಖೆಯ ಸಹಾಯಕ ನಿರ್ದೇಶಕ ಬಿ.ನಾಗರಾಜ ಅವರು ತಿಳಿಸಿದ್ದಾರೆ.: [46, 1384, 391, 1639]
- lead-col-1: ಹಾವೇರಿ: ಬ್ರಾಹ್ಮಣರು ಯಾವಾಗಲೂ ಶಾಂತಿಪ್ರಿಯರೇ ಹೊರತು ಹೆದರಿಗಳಲ್ಲ ಎಂಬುದನ್ನು ಎಲ್ಲರೂ ಅರ್ಥ ಮಾಡಿಕೊಳ್ಳಬೇಕು. ಬ್ರಾಹ್ಮಣರಿಗೆ ಏನು ಮಾಡಿದರೂ ನಡೆಯುತ್ತದೆ ಎಂಬ ಮನೋಭಾವನೆಯನ್ನು ಬಿಡಬೇಕು ಎಂದು ಆಕ್ರೋಶ ಹೊರಹಾಕಿದ ಬ್ರಾಹ್ಮಣ ಸಮಾಜದ ಮುಖಂಡರು, ಸಿಇಟಿ ಪರೀಕ್ಷೆ ವೇಳೆ ಜನಿವಾರ ತೆಗೆದವರ ಮೇಲೆ ಶಿಸ್ತು ಕ್ರಮ ಕೈಗೊಳ್ಳಬೇಕು ಎಂದು ಆಗ್ರಹಿಸಿದರು. ಬೀದರ್ ಹಾಗೂ ಶಿವಮೊಗ್ಗದಲ್ಲಿ ಸಿಇಟಿ ಪರೀಕ್ಷೆ ಬರೆಯಲು ತೆರಳಿದ್ದ ಬ್ರಾಹ್ಮಣ ವಿದ್ಯಾರ್ಥಿಗಳ ಜನಿವಾರ ತೆಗೆಯುವಂತೆ ಒತ್ತಾಯಿಸಿರುವುದು ಖಂಡನೀಯ ಎಂದು ಹೇಳಿದರು. ಈ ವೇಳೆ ಮಾತನಾಡಿದ ಸಮಾಜದ ಮುಖಂಡರು, ಶಿವಮೊಗ್ಗ ಹಾಗೂ ಬೀದರ್ ನಗರಗಳಲ್ಲಿ ಸಿಇಟಿ ಪರೀಕ್ಷಾ ಕೇಂದ್ರದಲ್ಲಿ ಬ್ರಾಹ್ಮಣ ವಿದ್ಯಾರ್ಥಿಗಳ ಜನಿವಾರ ಇದ್ದಿದ್ದರಿಂದ ಇತರ ಸಮಾಜದ ಕೆಲವು ವಿದ್ಯಾರ್ಥಿಗಳು ರಚಿಸಿದ: [46, 284, 307, 582]
- collector-col-3: ಆಗಮಿಸಲಿದೆ. ಈ ಸಂದರ್ಭದಲ್ಲಿ ಉಪವಿಭಾಗಾಧಿಕಾರಿ ಮಹಬೂಬ್ ಜಿಲಾನಿ ಖುರೇಷಿ, ತಹಶೀಲ್ದಾರ್ ಗೋವಿಂದರಾಜು, ಕನ್ನಡ ಮತ್ತು ಸಂಸ್ಕೃತಿ ಇಲಾಖೆ ಸಹಾಯಕ ನಿರ್ದೇಶಕ ಡಾ.ಬಿ.ಎಂ.ಗುರುನಾಥ್, ಕನ್ನಡ ಸಾಹಿತ್ಯ ಪರಿಷತ್ ಜಿಲ್ಲಾ ಘಟಕದ ಅಧ್ಯಕ್ಷ ಕೆ.ಎಂ.ಶಿವಸ್ವಾಮಿ, ಮುಖಂಡರಾದ ಮಹಾಂತೇಶ, ಶಿವಮೂರ್ತಿ, ರೇವಣ್ಣ ಸಿದ್ದರಾಮಪ್ಪ, ಕೆ.ಸಿ.ನಾಗರಾಜು, ಚಿತ್ತಯ್ಯನಾಯಕ, ಶಶಿಧರ್ ಸೇರಿದಂತೆ ಜಿಲ್ಲೆಯ ವಿವಿಧ ಇಲಾಖೆ ಅಧಿಕಾರಿಗಳು ಇದ್ದರು.: [887, 988, 1111, 1200]
- lead-headline-line2: ಜಿಲ್ಲಾ ಬ್ರಾಹ್ಮಣ ಸಭಾದಿಂದ ತೀವ್ರ ಖಂಡನೆ: [46, 178, 995, 253]
